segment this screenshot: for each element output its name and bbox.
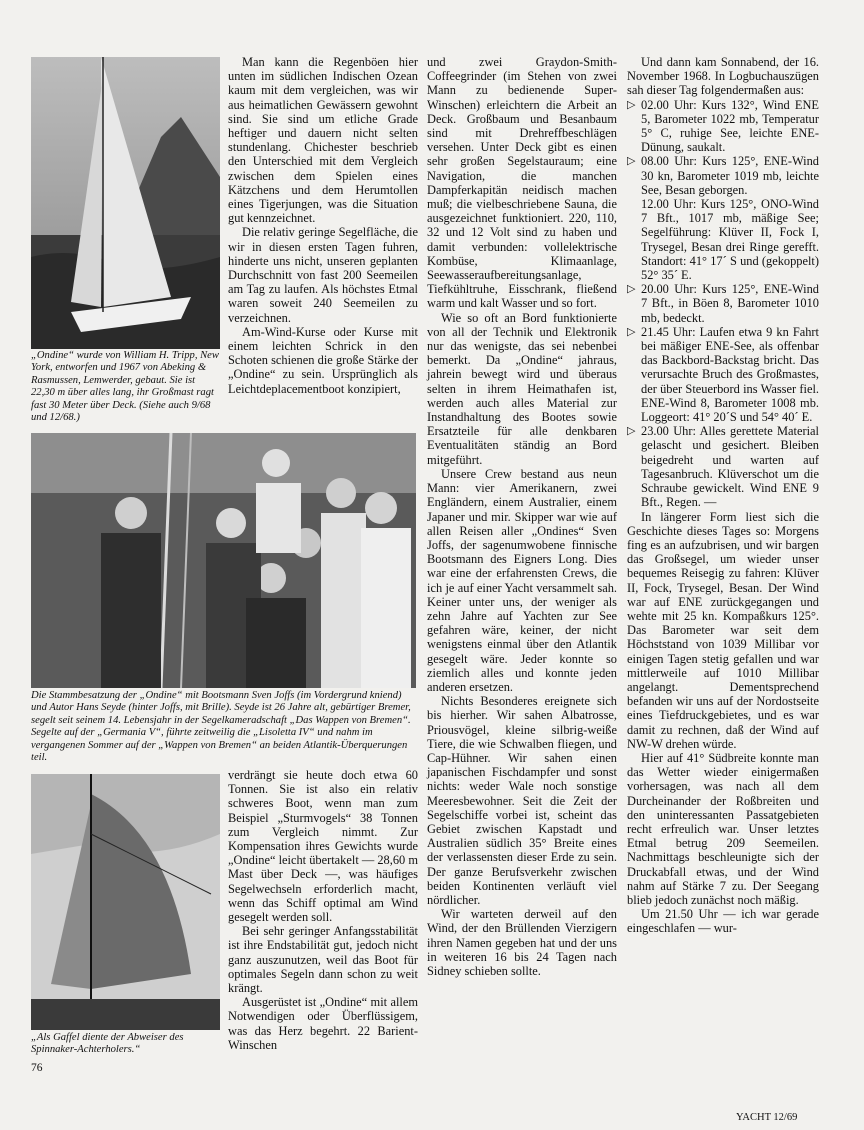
page-number: 76 xyxy=(31,1062,43,1074)
log-entry: ▷ 02.00 Uhr: Kurs 132°, Wind ENE 5, Barometer 1022 mb, Temperatur 5° C, ruhige See, leichte ENE-Dünung, saukalt. xyxy=(627,97,819,155)
paragraph: Und dann kam Sonnabend, der 16. November 1968. In Logbuchauszügen sah dieser Tag folgendermaßen aus: xyxy=(627,55,819,98)
column-1-lower xyxy=(228,768,418,1052)
photo1-caption: „Ondine“ wurde von William H. Tripp, New York, entworfen und 1967 von Abeking & Rasmussen, Lemwerder, gebaut. Sie ist 22,30 m über alles lang, ihr Großmast ragt fast 30 Meter über Deck. (Siehe auch 9/68 und 12/68.) xyxy=(31,350,219,424)
log-entry: ▷ 21.45 Uhr: Laufen etwa 9 kn Fahrt bei mäßiger ENE-See, als offenbar das Backbord-Backstag bricht. Das verursachte Bruch des Großmastes, der über Steuerbord ins Wasser fiel. ENE-Wind 8, Barometer 1008 mb. Loggeort: 41° 20´S und 54° 40´ E. xyxy=(627,324,819,425)
triangle-marker-icon: ▷ xyxy=(627,425,636,438)
paragraph: Unsere Crew bestand aus neun Mann: vier Amerikanern, zwei Engländern, einem Australier, einem Japaner und mir. Skipper war wie auf allen Reisen aller „Ondines“ Sven Joffs, der sagenumwobene finnische Bootsmann des Eigners Long. Dies war eine der erfahrensten Crews, die ich je auf einer Yacht versammelt sah. Keiner unter uns, der weniger als zehn Jahre auf Yachten zur See gefahren wäre, keiner, der nicht wenigstens einmal über den Atlantik gesegelt wäre. Jeder konnte so ziemlich alles und konnte jeden anderen ersetzen. xyxy=(427,466,617,694)
triangle-marker-icon: ▷ xyxy=(627,283,636,296)
paragraph: Wir warteten derweil auf den Wind, der den Brüllenden Vierzigern ihren Namen gegeben hat und der uns in weiteren 16 bis 24 Tagen nach Sidney schieben sollte. xyxy=(427,907,617,978)
photo-ondine-sailing xyxy=(31,57,220,349)
sailboat-image xyxy=(31,57,220,349)
paragraph: Man kann die Regenböen hier unten im südlichen Indischen Ozean kaum mit dem vergleichen, was wir aus heimatlichen Gewässern gewohnt sind. Sie sind um etliche Grade heftiger und dauern nicht selten stundenlang. Chichester beschrieb den Unterschied mit dem Vergleich zwischen dem Spielen eines Kätzchens und dem Herumtollen eines Tigerjungen, was die Situation gut kennzeichnet. xyxy=(228,55,418,226)
log-entry: ▷ 08.00 Uhr: Kurs 125°, ENE-Wind 30 kn, Barometer 1019 mb, leichte See, Besan geborgen. 12.00 Uhr: Kurs 125°, ONO-Wind 7 Bft., 1017 mb, mäßige See; Segelführung: Klüver II, Fock I, Trysegel, Besan drei Ringe gerefft. Standort: 41° 17´ S und (gekoppelt) 52° 35´ E. xyxy=(627,154,819,283)
spinnaker-image xyxy=(31,774,220,1030)
paragraph: Hier auf 41° Südbreite konnte man das Wetter wieder einigermaßen vorhersagen, was nach all dem Durcheinander der Roßbreiten und den uninteressanten Passatgebieten recht erfreulich war. Unser letztes Etmal betrug 209 Seemeilen. Nachmittags beschleunigte sich der Druckabfall etwas, und der Wind nahm auf Stärke 7 zu. Der Seegang blieb jedoch zunächst noch mäßig. xyxy=(627,750,819,907)
triangle-marker-icon: ▷ xyxy=(627,325,636,338)
column-2 xyxy=(427,55,617,978)
paragraph: Um 21.50 Uhr — ich war gerade eingeschlafen — wur- xyxy=(627,907,819,936)
paragraph: und zwei Graydon-Smith-Coffeegrinder (im Stehen von zwei Mann zu bedienende Super-Winschen) erleichtern die Arbeit an Deck. Großbaum und Besanbaum sind mit Drehreffbeschlägen versehen. Unter Deck gibt es einen sehr großen Segelstauraum; eine Navigation, die manchen Dampferkapitän neidisch machen muß; die vielbeschriebene Sauna, die ausgezeichnet funktioniert. 220, 110, 32 und 12 Volt sind zu haben und damit verbunden: vollelektrische Kombüse, Klimaanlage, Seewasseraufbereitungsanlage, Tiefkühltruhe, Eisschrank, fließend warm und kalt Wasser und so fort. xyxy=(427,55,617,311)
paragraph: Die relativ geringe Segelfläche, die wir in diesen ersten Tagen fuhren, hinderte uns nicht, unseren geplanten Durchschnitt von fast 200 Seemeilen am Tag zu laufen. Als höchstes Etmal waren soweit 240 Seemeilen zu verzeichnen. xyxy=(228,225,418,325)
photo3-caption: „Als Gaffel diente der Abweiser des Spinnaker-Achterholers.“ xyxy=(31,1032,184,1056)
crew-image xyxy=(31,433,416,688)
paragraph: Nichts Besonderes ereignete sich bis hierher. Wir sahen Albatrosse, Priousvögel, kleine silbrig-weiße Tiere, die wie Schwalben fliegen, und Cap-Hühner. Wir sahen einen japanischen Fischdampfer und sonst nichts: weder Wale noch sonstige Meeresbewohner. Seit die Zeit der Segelschiffe vorbei ist, scheint das Gebiet zwischen Kapstadt und Australien südlich 35° Breite eines der verlassensten dieser Erde zu sein. Der ganze Berufsverkehr zwischen beiden Kontinenten verläuft viel nördlicher. xyxy=(427,694,617,907)
column-1-upper xyxy=(228,55,418,396)
triangle-marker-icon: ▷ xyxy=(627,155,636,168)
triangle-marker-icon: ▷ xyxy=(627,98,636,111)
paragraph: Bei sehr geringer Anfangsstabilität ist ihre Endstabilität gut, jedoch nicht ganz auszunutzen, weil das Boot für optimales Segeln dann schon zu weit krängt. xyxy=(228,924,418,996)
paragraph: Am-Wind-Kurse oder Kurse mit einem leichten Schrick in den Schoten schienen die große Stärke der „Ondine“ zu sein. Ursprünglich als Leichtdeplacementboot konzipiert, xyxy=(228,324,418,396)
log-entry: ▷ 23.00 Uhr: Alles gerettete Material gelascht und gesichert. Bleiben beigedreht und warten auf Tagesanbruch. Klüverschot um die Schraube gewickelt. Wind ENE 9 Bft., Regen. — xyxy=(627,424,819,510)
paragraph: Wie so oft an Bord funktionierte von all der Technik und Elektronik nur das wenigste, das sei nebenbei bemerkt. Da „Ondine“ jahraus, jahrein bewegt wird und überaus selten in ihrem Heimathafen ist, werden auch alles Material zur Instandhaltung des Bootes sowie Ersatzteile für alle denkbaren Eventualitäten ständig an Bord mitgeführt. xyxy=(427,310,617,467)
photo-crew xyxy=(31,433,416,688)
paragraph: In längerer Form liest sich die Geschichte dieses Tages so: Morgens fing es an aufzubrisen, und wir bargen das Großsegel, um wieder unser bequemes Reisegig zu fahren: Klüver II, Fock, Trysegel, Besan. Der Wind war auf ENE zurückgegangen und wehte mit 25 kn. Kompaßkurs 125°. Das Barometer war seit dem Höchststand von 1039 Millibar vor einigen Tagen stetig gefallen und war mittlerweile auf 1010 Millibar angelangt. Dementsprechend befanden wir uns auf der Nordostseite eines Tiefdruckgebietes, und es war damit zu rechnen, daß der Wind auf NW-W drehen würde. xyxy=(627,509,819,751)
log-entry: ▷ 20.00 Uhr: Kurs 125°, ENE-Wind 7 Bft., in Böen 8, Barometer 1010 mb, bedeckt. xyxy=(627,282,819,325)
paragraph: Ausgerüstet ist „Ondine“ mit allem Notwendigen oder Überflüssigem, was das Herz begehrt. 22 Barient-Winschen xyxy=(228,995,418,1052)
photo-spinnaker xyxy=(31,774,220,1030)
photo2-caption: Die Stammbesatzung der „Ondine“ mit Bootsmann Sven Joffs (im Vordergrund kniend) und Autor Hans Seyde (hinter Joffs, mit Brille). Seyde ist 26 Jahre alt, gebürtiger Bremer, segelt seit seinem 14. Lebensjahr in der Segelkameradschaft „Das Wappen von Bremen“. Segelte auf der „Germania V“, führte zeitweilig die „Lisoletta IV“ und nahm im vergangenen Sommer auf der „Wappen von Bremen“ an beiden Atlantik-Überquerungen teil. xyxy=(31,690,411,764)
paragraph: verdrängt sie heute doch etwa 60 Tonnen. Sie ist also ein relativ schweres Boot, wenn man zum Beispiel „Sturmvogels“ 38 Tonnen zum Vergleich nimmt. Zur Kompensation ihres Gewichts wurde „Ondine“ leicht übertakelt — 28,60 m Mast über Deck —, was häufiges Segelwechseln erforderlich macht, wenn das Schiff optimal am Wind gesegelt werden soll. xyxy=(228,768,418,925)
column-3 xyxy=(627,55,819,936)
magazine-issue: YACHT 12/69 xyxy=(736,1112,798,1123)
